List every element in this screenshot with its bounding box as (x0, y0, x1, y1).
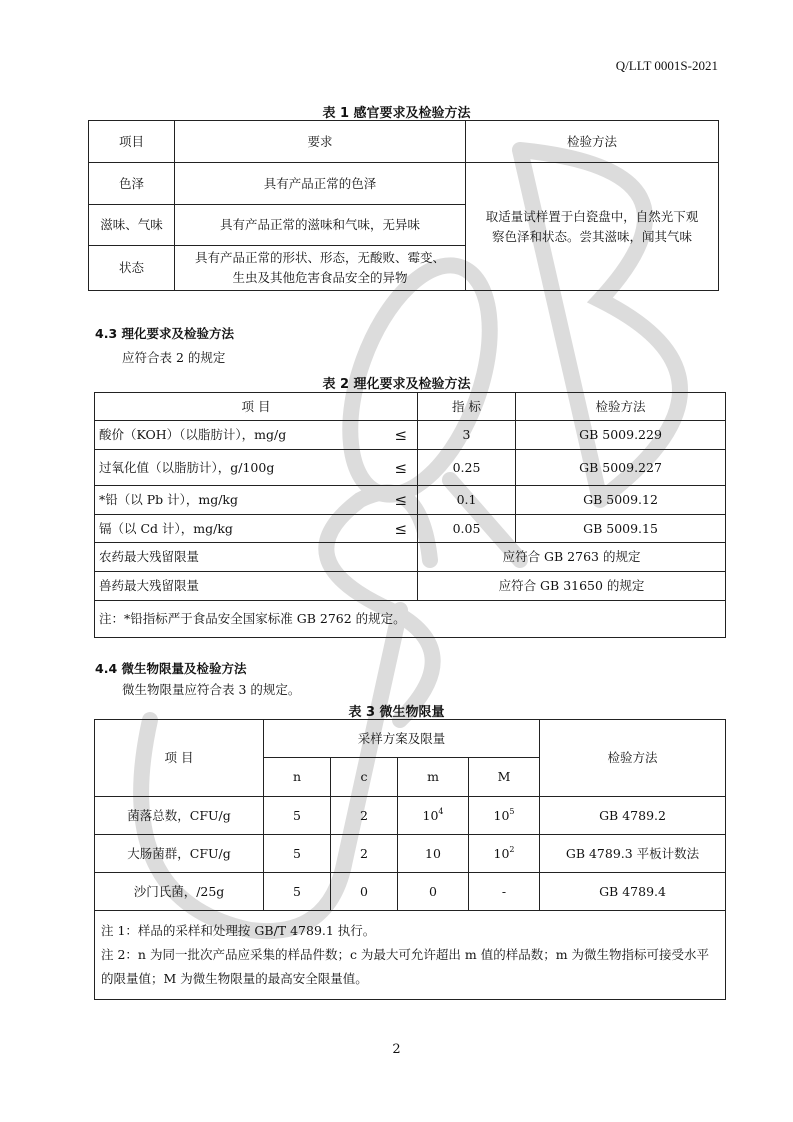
table3-header-c: c (331, 758, 398, 797)
table2-operator: ≤ (370, 515, 418, 543)
table3-m: 0 (398, 873, 469, 911)
table3-notes-cell (95, 911, 726, 1000)
table3-item: 沙门氏菌，/25g (95, 873, 264, 911)
table3-m: 10 (398, 835, 469, 873)
table1-requirement-cell (175, 246, 466, 291)
table2-caption: 表 2 理化要求及检验方法 (322, 377, 471, 392)
table3-n: 5 (264, 835, 331, 873)
table2-header-method: 检验方法 (516, 393, 726, 421)
table2-item: 过氧化值（以脂肪计），g/100g (95, 450, 370, 486)
table2-span-text: 应符合 GB 2763 的规定 (418, 543, 726, 572)
table2-value: 0.25 (418, 450, 516, 486)
table3-m: $10^4$ (398, 797, 469, 835)
table3-method: GB 4789.4 (540, 873, 726, 911)
table3-item: 菌落总数，CFU/g (95, 797, 264, 835)
table1-requirement: 具有产品正常的滋味和气味，无异味 (175, 205, 466, 246)
table3-header-method: 检验方法 (540, 720, 726, 797)
table1-method-line2: 察色泽和状态。尝其滋味，闻其气味 (491, 228, 692, 244)
table2-header-value: 指 标 (418, 393, 516, 421)
table1-header-item: 项目 (89, 121, 175, 163)
table2-method: GB 5009.15 (516, 515, 726, 543)
table3-M: $10^2$ (469, 835, 540, 873)
table3-header-M: M (469, 758, 540, 797)
table1-requirement: 具有产品正常的色泽 (175, 163, 466, 205)
table2-item: 兽药最大残留限量 (95, 572, 418, 601)
table3-header-m: m (398, 758, 469, 797)
table2 (94, 392, 726, 638)
table1 (88, 120, 719, 291)
table3-M: - (469, 873, 540, 911)
table1-item: 状态 (89, 246, 175, 291)
table2-method: GB 5009.229 (516, 421, 726, 450)
section-4-4-text: 微生物限量应符合表 3 的规定。 (122, 682, 301, 697)
table1-header-requirement: 要求 (175, 121, 466, 163)
table1-caption: 表 1 感官要求及检验方法 (322, 106, 471, 121)
table2-operator: ≤ (370, 421, 418, 450)
table1-header-method: 检验方法 (466, 121, 719, 163)
table2-value: 0.05 (418, 515, 516, 543)
table3-note2: 注 2：n 为同一批次产品应采集的样品件数；c 为最大可允许超出 m 值的样品数；m 为微生物指标可接受水平的限量值；M 为微生物限量的最高安全限量值。 (101, 947, 710, 986)
section-4-3-title: 4.3 理化要求及检验方法 (95, 326, 234, 341)
table2-method: GB 5009.227 (516, 450, 726, 486)
table1-method-line1: 取适量试样置于白瓷盘中，自然光下观 (485, 208, 699, 224)
table2-value: 0.1 (418, 486, 516, 515)
table2-item: 农药最大残留限量 (95, 543, 418, 572)
table2-item: *铅（以 Pb 计），mg/kg (95, 486, 370, 515)
table3-method: GB 4789.2 (540, 797, 726, 835)
section-4-3-text: 应符合表 2 的规定 (122, 350, 226, 365)
table3-c: 2 (331, 797, 398, 835)
table3-header-plan: 采样方案及限量 (264, 720, 540, 758)
table3-item: 大肠菌群，CFU/g (95, 835, 264, 873)
table3-note1: 注 1：样品的采样和处理按 GB/T 4789.1 执行。 (101, 923, 376, 938)
table3-header-item: 项 目 (95, 720, 264, 797)
table2-operator: ≤ (370, 450, 418, 486)
table2-item: 酸价（KOH）（以脂肪计），mg/g (95, 421, 370, 450)
document-code: Q/LLT 0001S-2021 (615, 58, 718, 73)
table1-requirement-line1: 具有产品正常的形状、形态，无酸败、霉变、 (194, 250, 445, 265)
table3-M: $10^5$ (469, 797, 540, 835)
page-number: 2 (392, 1042, 401, 1057)
table3-c: 0 (331, 873, 398, 911)
table3-caption: 表 3 微生物限量 (348, 705, 445, 720)
table3 (94, 719, 726, 1000)
table2-span-text: 应符合 GB 31650 的规定 (418, 572, 726, 601)
table2-header-item: 项 目 (95, 393, 418, 421)
table2-operator: ≤ (370, 486, 418, 515)
table3-n: 5 (264, 873, 331, 911)
table2-note: 注：*铅指标严于食品安全国家标准 GB 2762 的规定。 (95, 601, 726, 638)
table3-n: 5 (264, 797, 331, 835)
table2-item: 镉（以 Cd 计），mg/kg (95, 515, 370, 543)
table1-method-cell (466, 163, 719, 291)
table1-item: 滋味、气味 (89, 205, 175, 246)
table3-method: GB 4789.3 平板计数法 (540, 835, 726, 873)
section-4-4-title: 4.4 微生物限量及检验方法 (95, 661, 247, 676)
table2-value: 3 (418, 421, 516, 450)
table1-requirement-line2: 生虫及其他危害食品安全的异物 (232, 270, 408, 285)
table2-method: GB 5009.12 (516, 486, 726, 515)
table3-header-n: n (264, 758, 331, 797)
table1-item: 色泽 (89, 163, 175, 205)
table3-c: 2 (331, 835, 398, 873)
